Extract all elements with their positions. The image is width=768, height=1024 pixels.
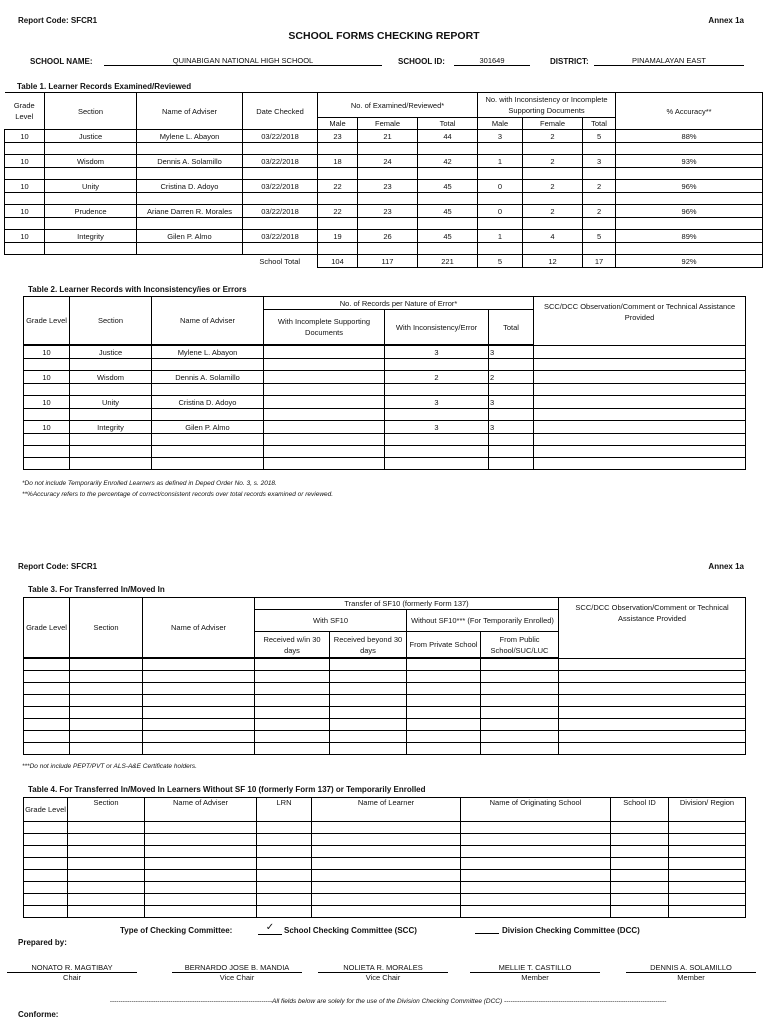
signatory-name: DENNIS A. SOLAMILLO xyxy=(650,963,732,972)
t2-header-nature: No. of Records per Nature of Error* xyxy=(264,297,534,310)
cell-inc-female: 2 xyxy=(523,155,583,168)
table-row-blank xyxy=(5,218,763,230)
cell-total: 3 xyxy=(489,396,534,409)
signatory-name: NONATO R. MAGTIBAY xyxy=(31,963,113,972)
table-row xyxy=(5,130,763,143)
cell-grade: 10 xyxy=(24,421,70,434)
table-row-blank xyxy=(24,446,746,458)
t4-header-learner: Name of Learner xyxy=(312,798,461,822)
report-code-2: Report Code: SFCR1 xyxy=(18,562,98,571)
cell-section: Unity xyxy=(70,396,152,409)
total-male: 104 xyxy=(318,255,358,268)
prepared-by-label: Prepared by: xyxy=(18,938,67,947)
t2-header-grade: Grade Level xyxy=(24,297,70,345)
signatory-4 xyxy=(470,963,600,982)
t1-header-male: Male xyxy=(318,118,358,130)
cell-grade: 10 xyxy=(5,130,45,143)
cell-error: 3 xyxy=(385,421,489,434)
table-row-blank xyxy=(24,834,746,846)
cell-accuracy: 96% xyxy=(616,205,763,218)
cell-inc-female: 4 xyxy=(523,230,583,243)
cell-female: 23 xyxy=(358,180,418,193)
cell-female: 21 xyxy=(358,130,418,143)
cell-section: Unity xyxy=(45,180,137,193)
cell-grade: 10 xyxy=(5,180,45,193)
cell-section: Integrity xyxy=(70,421,152,434)
table-row xyxy=(5,205,763,218)
table-row-blank xyxy=(24,707,746,719)
cell-grade: 10 xyxy=(24,371,70,384)
total-label: School Total xyxy=(243,255,318,268)
cell-grade: 10 xyxy=(5,205,45,218)
table3 xyxy=(23,597,746,755)
cell-accuracy: 93% xyxy=(616,155,763,168)
total-inc-female: 12 xyxy=(523,255,583,268)
signatory-name: NOLIETA R. MORALES xyxy=(343,963,423,972)
dcc-label: Division Checking Committee (DCC) xyxy=(502,926,640,935)
signatory-role: Chair xyxy=(7,972,137,982)
cell-grade: 10 xyxy=(5,230,45,243)
cell-accuracy: 96% xyxy=(616,180,763,193)
table2-caption: Table 2. Learner Records with Inconsistency/ies or Errors xyxy=(28,285,247,294)
report-code: Report Code: SFCR1 xyxy=(18,16,98,25)
dcc-only-divider: ---------------------------------------------------------------------------All fields below are solely for the use of the Division Checking Committee (DCC) --------------------------------------------------------------------------- xyxy=(109,998,667,1005)
t4-header-section: Section xyxy=(68,798,145,822)
signatory-1 xyxy=(7,963,137,982)
cell-date: 03/22/2018 xyxy=(243,180,318,193)
cell-section: Wisdom xyxy=(70,371,152,384)
cell-incomplete xyxy=(264,396,385,409)
cell-inc-male: 0 xyxy=(478,205,523,218)
table-row-blank xyxy=(24,384,746,396)
cell-section: Integrity xyxy=(45,230,137,243)
signatory-name: MELLIE T. CASTILLO xyxy=(498,963,572,972)
table-row xyxy=(24,371,746,384)
t1-header-grade: Grade Level xyxy=(5,93,45,130)
school-id-value: 301649 xyxy=(454,56,530,66)
t4-header-grade: Grade Level xyxy=(24,798,68,822)
table-row-blank xyxy=(24,458,746,470)
cell-incomplete xyxy=(264,371,385,384)
cell-adviser: Dennis A. Solamillo xyxy=(137,155,243,168)
table-row-blank xyxy=(24,409,746,421)
cell-male: 18 xyxy=(318,155,358,168)
t4-header-schoolid: School ID xyxy=(611,798,669,822)
table-row-blank xyxy=(24,846,746,858)
t1-header-inc-male: Male xyxy=(478,118,523,130)
t3-header-private: From Private School xyxy=(407,632,481,658)
t1-header-inc-total: Total xyxy=(583,118,616,130)
t1-body xyxy=(5,130,763,268)
cell-section: Justice xyxy=(70,346,152,359)
table-row-blank xyxy=(24,359,746,371)
table-row-blank xyxy=(24,822,746,834)
table-row-blank xyxy=(24,671,746,683)
cell-grade: 10 xyxy=(24,346,70,359)
cell-total: 45 xyxy=(418,230,478,243)
cell-male: 23 xyxy=(318,130,358,143)
cell-inc-male: 3 xyxy=(478,130,523,143)
t2-header-section: Section xyxy=(70,297,152,345)
table-row-blank xyxy=(24,858,746,870)
t3-header-grade: Grade Level xyxy=(24,598,70,658)
scc-label: School Checking Committee (SCC) xyxy=(284,926,417,935)
table-row-blank xyxy=(24,659,746,671)
t3-header-without: Without SF10*** (For Temporarily Enrolled) xyxy=(407,610,559,632)
cell-inc-male: 1 xyxy=(478,230,523,243)
total-inc-total: 17 xyxy=(583,255,616,268)
cell-inc-male: 1 xyxy=(478,155,523,168)
cell-male: 19 xyxy=(318,230,358,243)
cell-adviser: Gilen P. Almo xyxy=(137,230,243,243)
cell-adviser: Ariane Darren R. Morales xyxy=(137,205,243,218)
table-row-blank xyxy=(5,193,763,205)
cell-adviser: Mylene L. Abayon xyxy=(137,130,243,143)
annex-label: Annex 1a xyxy=(708,16,744,25)
total-inc-male: 5 xyxy=(478,255,523,268)
cell-date: 03/22/2018 xyxy=(243,130,318,143)
t2-header-incomplete: With Incomplete Supporting Documents xyxy=(264,310,385,345)
cell-female: 24 xyxy=(358,155,418,168)
footnote-2: **%Accuracy refers to the percentage of correct/consistent records over total records examined or reviewed. xyxy=(22,491,334,498)
cell-date: 03/22/2018 xyxy=(243,230,318,243)
district-label: DISTRICT: xyxy=(550,57,589,66)
committee-label: Type of Checking Committee: xyxy=(120,926,233,935)
conforme-label: Conforme: xyxy=(18,1010,59,1019)
table-total-row xyxy=(5,255,763,268)
page-title: SCHOOL FORMS CHECKING REPORT xyxy=(288,30,480,42)
table2 xyxy=(23,296,746,470)
t1-header-section: Section xyxy=(45,93,137,130)
cell-section: Wisdom xyxy=(45,155,137,168)
total-female: 117 xyxy=(358,255,418,268)
cell-section: Justice xyxy=(45,130,137,143)
school-id-label: SCHOOL ID: xyxy=(398,57,445,66)
school-name-label: SCHOOL NAME: xyxy=(30,57,93,66)
t3-header-adviser: Name of Adviser xyxy=(143,598,255,658)
signatory-name: BERNARDO JOSE B. MANDIA xyxy=(184,963,290,972)
t2-header-inconsistency: With Inconsistency/Error xyxy=(385,310,489,345)
cell-female: 23 xyxy=(358,205,418,218)
t2-header-total: Total xyxy=(489,310,534,345)
cell-adviser: Gilen P. Almo xyxy=(152,421,264,434)
cell-total: 42 xyxy=(418,155,478,168)
table-row xyxy=(5,180,763,193)
table-row-blank xyxy=(5,143,763,155)
table1-caption: Table 1. Learner Records Examined/Reviewed xyxy=(17,82,192,91)
t1-header-date: Date Checked xyxy=(243,93,318,130)
school-name-value: QUINABIGAN NATIONAL HIGH SCHOOL xyxy=(104,56,382,66)
t2-header-adviser: Name of Adviser xyxy=(152,297,264,345)
table-row-blank xyxy=(24,906,746,918)
cell-incomplete xyxy=(264,421,385,434)
cell-inc-total: 5 xyxy=(583,230,616,243)
cell-section: Prudence xyxy=(45,205,137,218)
cell-error: 3 xyxy=(385,346,489,359)
footnote-3: ***Do not include PEPT/PVT or ALS-A&E Certificate holders. xyxy=(22,763,197,770)
signatory-role: Member xyxy=(470,972,600,982)
cell-adviser: Cristina D. Adoyo xyxy=(137,180,243,193)
cell-male: 22 xyxy=(318,180,358,193)
table-row-blank xyxy=(5,243,763,255)
table-row xyxy=(24,346,746,359)
t3-header-beyond30: Received beyond 30 days xyxy=(330,632,407,658)
t4-header-adviser: Name of Adviser xyxy=(145,798,257,822)
t3-header-transfer: Transfer of SF10 (formerly Form 137) xyxy=(255,598,559,610)
cell-total: 45 xyxy=(418,205,478,218)
signatory-5 xyxy=(626,963,756,982)
cell-female: 26 xyxy=(358,230,418,243)
signatory-2 xyxy=(172,963,302,982)
cell-total: 3 xyxy=(489,421,534,434)
table-row-blank xyxy=(24,882,746,894)
table1 xyxy=(4,92,763,268)
table4 xyxy=(23,797,746,918)
annex-label-2: Annex 1a xyxy=(708,562,744,571)
cell-inc-female: 2 xyxy=(523,205,583,218)
t3-header-public: From Public School/SUC/LUC xyxy=(481,632,559,658)
t4-header-division: Division/ Region xyxy=(669,798,746,822)
signatory-role: Vice Chair xyxy=(318,972,448,982)
t1-header-inconsistency: No. with Inconsistency or Incomplete Supporting Documents xyxy=(478,93,616,118)
t3-header-section: Section xyxy=(70,598,143,658)
t3-header-within30: Received w/in 30 days xyxy=(255,632,330,658)
cell-adviser: Mylene L. Abayon xyxy=(152,346,264,359)
cell-adviser: Dennis A. Solamillo xyxy=(152,371,264,384)
table-row xyxy=(5,155,763,168)
t3-header-with: With SF10 xyxy=(255,610,407,632)
footnote-1: *Do not include Temporarily Enrolled Learners as defined in Deped Order No. 3, s. 2018. xyxy=(22,480,277,487)
t1-header-inc-female: Female xyxy=(523,118,583,130)
cell-inc-total: 5 xyxy=(583,130,616,143)
table-row-blank xyxy=(5,168,763,180)
table4-caption: Table 4. For Transferred In/Moved In Learners Without SF 10 (formerly Form 137) or Temporarily Enrolled xyxy=(28,785,426,794)
table-row-blank xyxy=(24,870,746,882)
t4-header-lrn: LRN xyxy=(257,798,312,822)
table-row xyxy=(24,421,746,434)
cell-error: 3 xyxy=(385,396,489,409)
t1-header-female: Female xyxy=(358,118,418,130)
signatory-role: Member xyxy=(626,972,756,982)
cell-inc-female: 2 xyxy=(523,180,583,193)
cell-date: 03/22/2018 xyxy=(243,205,318,218)
cell-accuracy: 89% xyxy=(616,230,763,243)
t1-header-examined: No. of Examined/Reviewed* xyxy=(318,93,478,118)
cell-male: 22 xyxy=(318,205,358,218)
table-row-blank xyxy=(24,434,746,446)
total-total: 221 xyxy=(418,255,478,268)
cell-inc-total: 3 xyxy=(583,155,616,168)
table-row-blank xyxy=(24,894,746,906)
table3-caption: Table 3. For Transferred In/Moved In xyxy=(28,585,165,594)
cell-total: 44 xyxy=(418,130,478,143)
table-row-blank xyxy=(24,731,746,743)
t1-header-accuracy: % Accuracy** xyxy=(616,93,763,130)
signatory-3 xyxy=(318,963,448,982)
dcc-checkbox[interactable] xyxy=(475,933,499,934)
signatory-role: Vice Chair xyxy=(172,972,302,982)
cell-incomplete xyxy=(264,346,385,359)
cell-grade: 10 xyxy=(24,396,70,409)
t1-header-total: Total xyxy=(418,118,478,130)
t2-header-observation: SCC/DCC Observation/Comment or Technical Assistance Provided xyxy=(534,297,746,346)
cell-inc-total: 2 xyxy=(583,180,616,193)
total-accuracy: 92% xyxy=(616,255,763,268)
cell-inc-male: 0 xyxy=(478,180,523,193)
district-value: PINAMALAYAN EAST xyxy=(594,56,744,66)
table-row xyxy=(24,396,746,409)
cell-total: 45 xyxy=(418,180,478,193)
t1-header-adviser: Name of Adviser xyxy=(137,93,243,130)
table-row xyxy=(5,230,763,243)
table-row-blank xyxy=(24,695,746,707)
table-row-blank xyxy=(24,743,746,755)
cell-date: 03/22/2018 xyxy=(243,155,318,168)
cell-error: 2 xyxy=(385,371,489,384)
cell-total: 2 xyxy=(489,371,534,384)
cell-inc-female: 2 xyxy=(523,130,583,143)
t4-header-origin: Name of Originating School xyxy=(461,798,611,822)
cell-accuracy: 88% xyxy=(616,130,763,143)
cell-grade: 10 xyxy=(5,155,45,168)
table-row-blank xyxy=(24,719,746,731)
cell-inc-total: 2 xyxy=(583,205,616,218)
table-row-blank xyxy=(24,683,746,695)
scc-checkbox[interactable]: ✓ xyxy=(258,922,282,935)
t3-header-observation: SCC/DCC Observation/Comment or Technical Assistance Provided xyxy=(559,598,746,659)
cell-total: 3 xyxy=(489,346,534,359)
cell-adviser: Cristina D. Adoyo xyxy=(152,396,264,409)
